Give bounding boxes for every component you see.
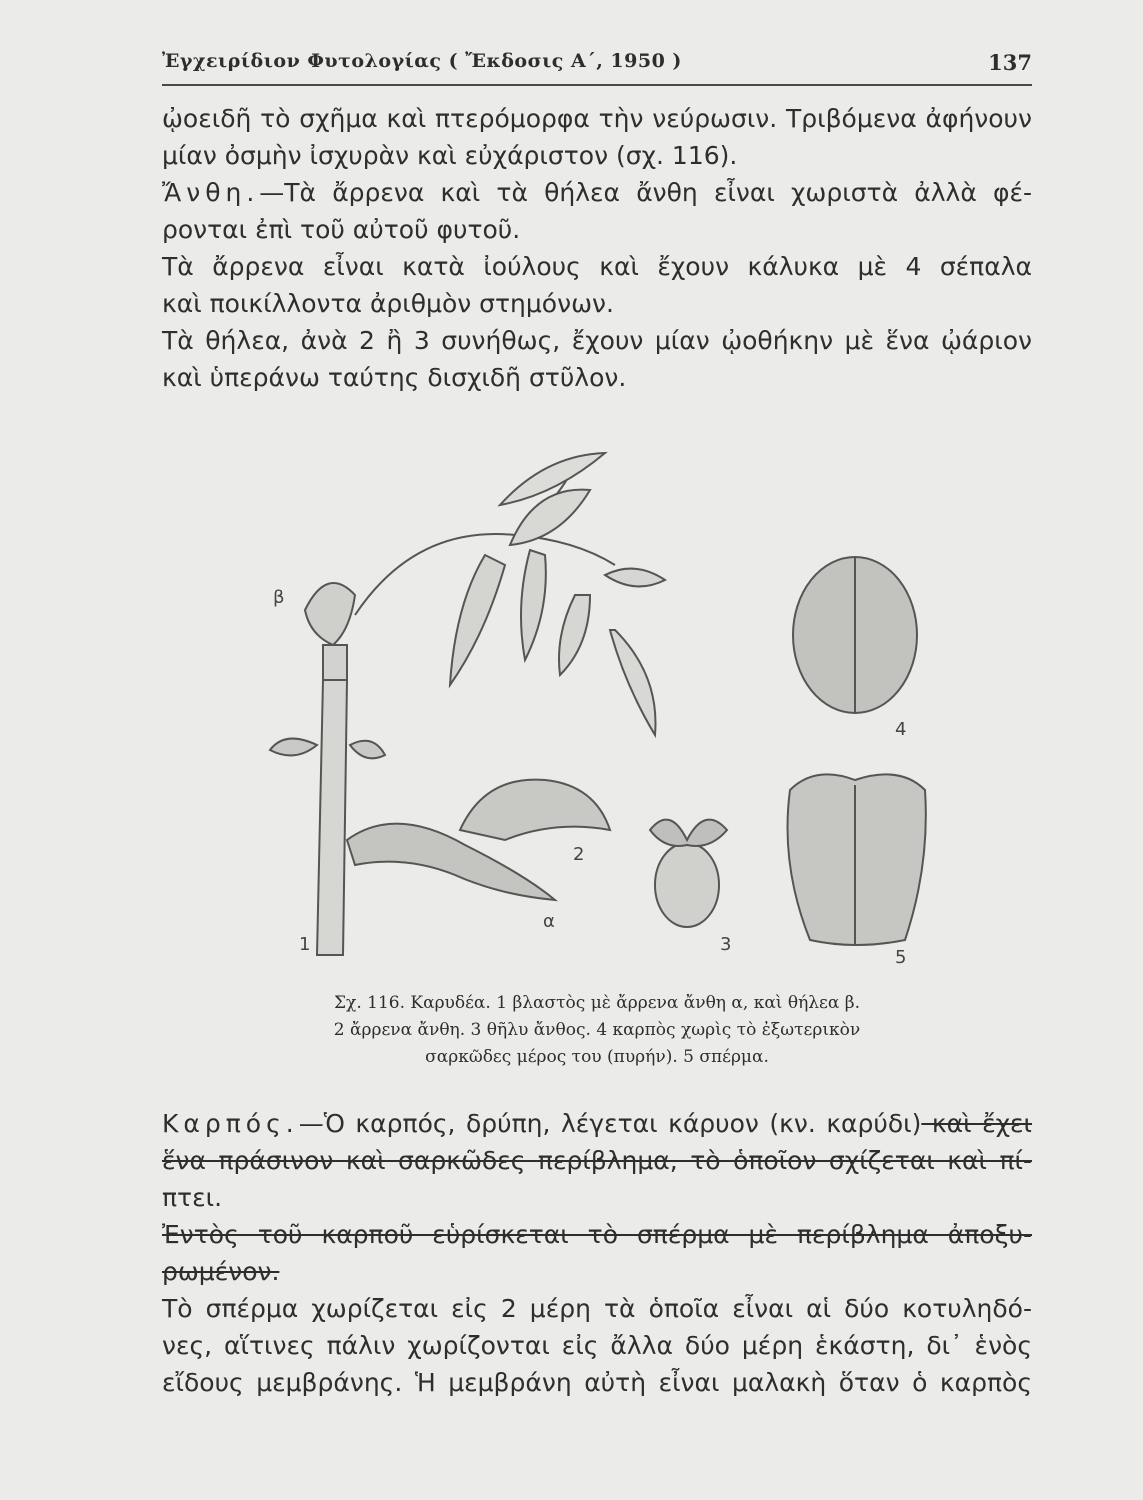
text-line: ρονται ἐπὶ τοῦ αὐτοῦ φυτοῦ. [162,215,521,244]
text-line: Τὰ θήλεα, ἀνὰ 2 ἢ 3 συνήθως, ἔχουν μίαν ᾠοθήκην μὲ ἕνα ᾠάριον [162,326,1032,355]
label-4: 4 [895,719,907,740]
text-line: Τὸ σπέρμα χωρίζεται εἰς 2 μέρη τὰ ὁποῖα εἶναι αἱ δύο κοτυληδό- [162,1294,1032,1323]
label-3: 3 [720,934,732,955]
leaflet [610,630,656,735]
flowers-heading: Ἄνθη. [162,178,260,207]
caption-line: σαρκῶδες μέρος του (πυρήν). 5 σπέρμα. [425,1047,769,1067]
text-line: ᾠοειδῆ τὸ σχῆμα καὶ πτερόμορφα τὴν νεύρωσιν. Τριβόμενα ἀφήνουν [162,104,1032,133]
book-title: Ἐγχειρίδιον Φυτολογίας ( Ἔκδοσις Α΄, 1950 ) [162,50,682,72]
struck-line: ἕνα πράσινον καὶ σαρκῶδες περίβλημα, τὸ ὁποῖον σχίζεται καὶ πί- [162,1146,1032,1175]
text-line: πτει. [162,1183,223,1212]
text-line: καὶ ποικίλλοντα ἀριθμὸν στημόνων. [162,289,614,318]
struck-line: Ἐντὸς τοῦ καρποῦ εὑρίσκεται τὸ σπέρμα μὲ περίβλημα ἀποξυ- [162,1220,1032,1249]
leaflet [450,555,505,685]
male-catkin [347,824,555,900]
walnut-drawing [255,445,975,985]
text-fragment: —Ὁ καρπός, δρύπη, λέγεται κάρυον (κν. καρύδι) [298,1109,922,1138]
text-line: καὶ ὑπεράνω ταύτης δισχιδῆ στῦλον. [162,363,627,392]
figure-caption [162,990,1032,1071]
leaflet [521,550,546,660]
flowers-paragraph-line [162,174,1032,211]
side-bud [350,741,385,759]
female-flower-stigma [650,820,727,846]
text-line: εἴδους μεμβράνης. Ἡ μεμβράνη αὐτὴ εἶναι μαλακὴ ὅταν ὁ καρπὸς [162,1368,1032,1397]
text-fragment: —Τὰ ἄρρενα καὶ τὰ θήλεα ἄνθη εἶναι χωριστὰ ἀλλὰ φέ- [259,178,1032,207]
fruit-paragraph-line [162,1105,1032,1142]
text-line: μίαν ὀσμὴν ἰσχυρὰν καὶ εὐχάριστον (σχ. 116). [162,141,738,170]
female-flower [655,843,719,927]
stem [317,680,347,955]
struck-line: ρωμένον. [162,1257,280,1286]
lower-text-block [162,1105,1032,1401]
walnut-illustration [255,445,975,985]
running-header [162,44,1032,86]
text-line: νες, αἵτινες πάλιν χωρίζονται εἰς ἄλλα δύο μέρη ἑκάστη, δι᾽ ἑνὸς [162,1331,1032,1360]
label-alpha: α [543,911,555,932]
stem-bud [305,583,355,645]
page-number: 137 [988,50,1032,75]
label-5: 5 [895,947,907,968]
side-bud [270,739,317,756]
caption-line: 2 ἄρρενα ἄνθη. 3 θῆλυ ἄνθος. 4 καρπὸς χωρὶς τὸ ἐξωτερικὸν [333,1020,861,1040]
male-flowers [460,780,610,840]
upper-text-block [162,100,1032,396]
caption-line: Σχ. 116. Καρυδέα. 1 βλαστὸς μὲ ἄρρενα ἄνθη α, καὶ θήλεα β. [334,993,860,1013]
label-1: 1 [299,934,311,955]
fruit-heading: Καρπός. [162,1109,299,1138]
stem-bud [323,645,347,680]
walnut-kernel [788,774,926,945]
text-line: Τὰ ἄρρενα εἶναι κατὰ ἰούλους καὶ ἔχουν κάλυκα μὲ 4 σέπαλα [162,252,1032,281]
label-2: 2 [573,844,585,865]
leaflet [605,569,665,587]
leaflet [559,595,590,675]
label-beta: β [273,587,285,608]
struck-text: καὶ ἔχει [921,1109,1032,1138]
